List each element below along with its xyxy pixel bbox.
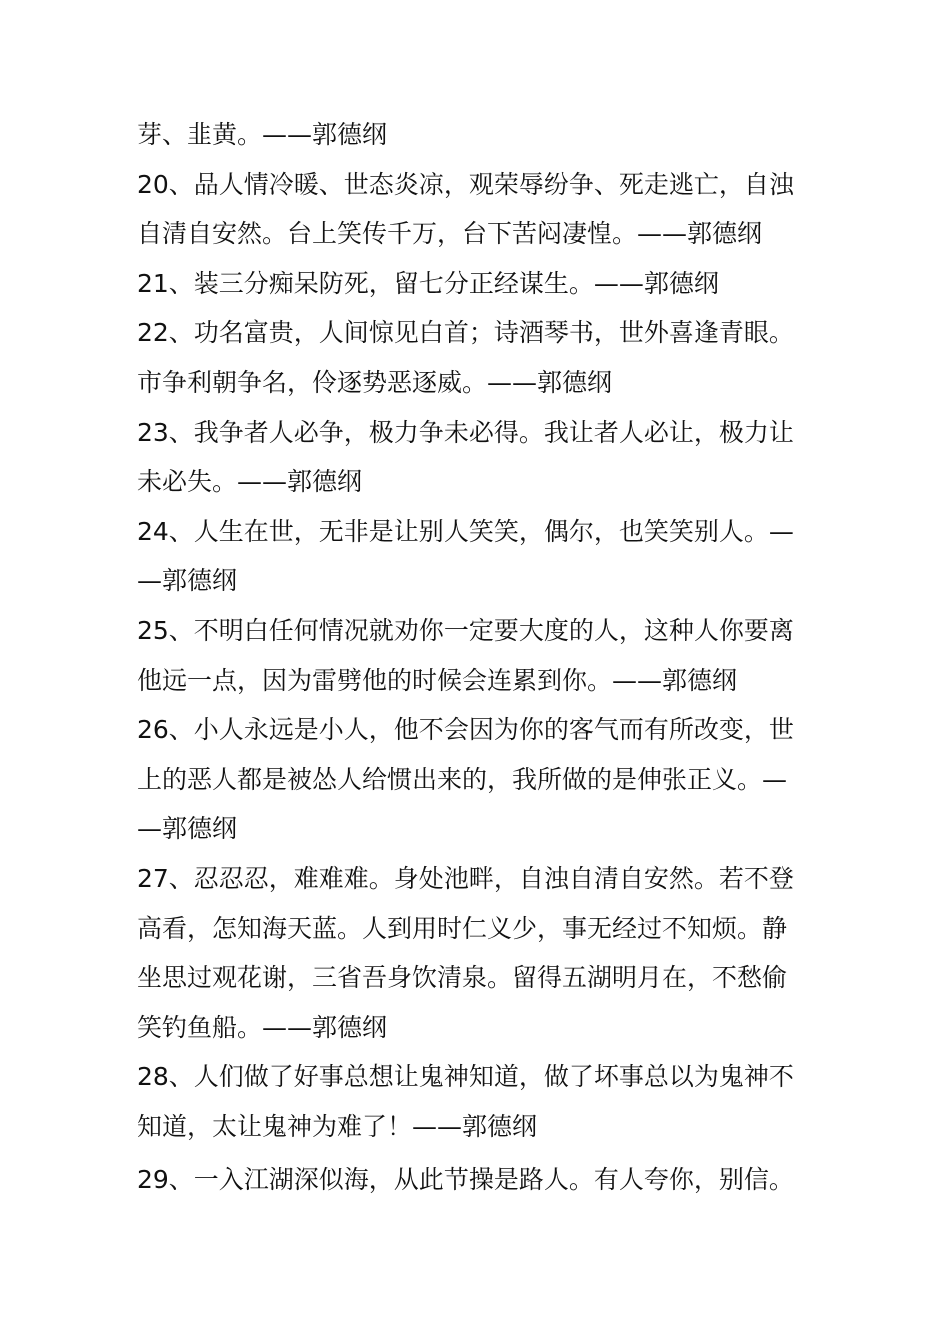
text-line: 28、人们做了好事总想让鬼神知道，做了坏事总以为鬼神不: [137, 1062, 794, 1092]
text-line: 24、人生在世，无非是让别人笑笑，偶尔，也笑笑别人。—: [137, 516, 794, 546]
text-line: 未必失。——郭德纲: [137, 467, 363, 497]
text-line: 市争利朝争名，伶逐势恶逐威。——郭德纲: [137, 367, 613, 397]
text-line: 上的恶人都是被怂人给惯出来的，我所做的是伸张正义。—: [137, 764, 788, 794]
text-line: —郭德纲: [137, 814, 238, 844]
text-line: 29、一入江湖深似海，从此节操是路人。有人夸你，别信。: [137, 1165, 794, 1195]
text-line: 21、装三分痴呆防死，留七分正经谋生。——郭德纲: [137, 268, 719, 298]
text-line: 23、我争者人必争，极力争未必得。我让者人必让，极力让: [137, 417, 794, 447]
text-line: 25、不明白任何情况就劝你一定要大度的人，这种人你要离: [137, 615, 794, 645]
text-line: 20、品人情冷暖、世态炎凉，观荣辱纷争、死走逃亡，自浊: [137, 169, 794, 199]
document-body: [137, 110, 827, 1205]
text-line: 26、小人永远是小人，他不会因为你的客气而有所改变，世: [137, 715, 794, 745]
text-line: 高看，怎知海天蓝。人到用时仁义少，事无经过不知烦。静: [137, 913, 788, 943]
text-line: 坐思过观花谢，三省吾身饮清泉。留得五湖明月在，不愁偷: [137, 963, 788, 993]
text-line: 他远一点，因为雷劈他的时候会连累到你。——郭德纲: [137, 665, 738, 695]
text-line: 27、忍忍忍，难难难。身处池畔，自浊自清自安然。若不登: [137, 863, 794, 893]
text-line: 笑钓鱼船。——郭德纲: [137, 1012, 388, 1042]
text-line: —郭德纲: [137, 566, 238, 596]
text-line: 自清自安然。台上笑传千万，台下苦闷凄惶。——郭德纲: [137, 219, 763, 249]
text-line: 22、功名富贵，人间惊见白首；诗酒琴书，世外喜逢青眼。: [137, 318, 794, 348]
text-line: 芽、韭黄。——郭德纲: [137, 120, 388, 149]
text-line: 知道，太让鬼神为难了！——郭德纲: [137, 1111, 538, 1141]
